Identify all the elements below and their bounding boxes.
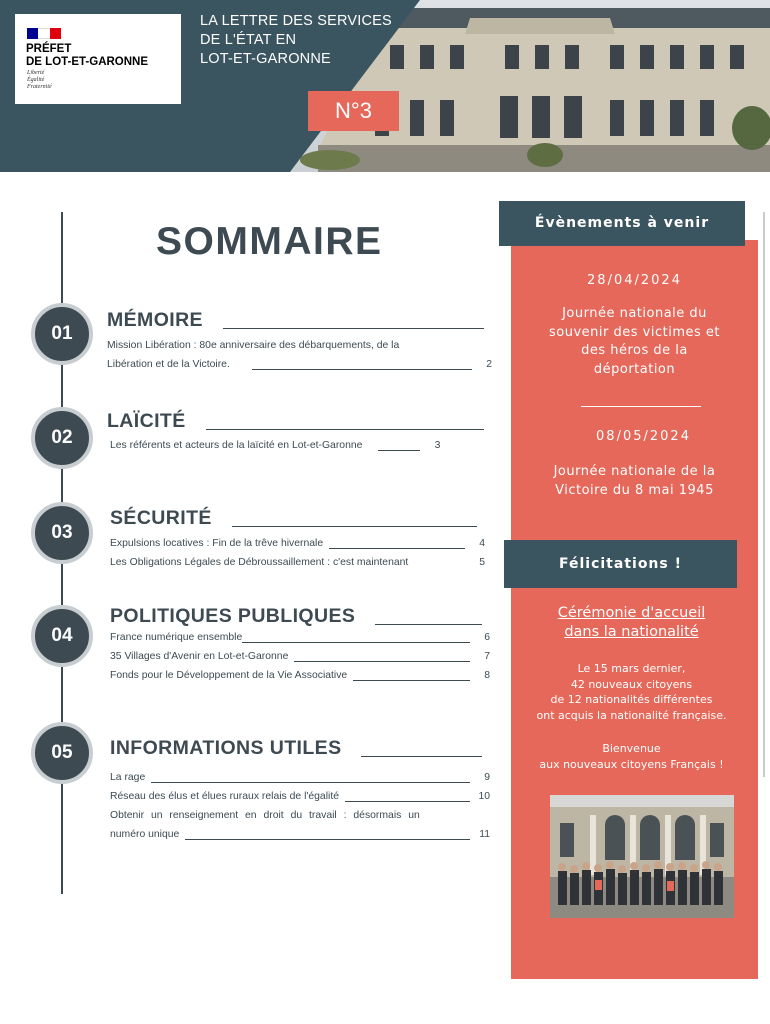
- newsletter-title-line1: LA LETTRE DES SERVICES: [200, 13, 392, 29]
- section-number-01: 01: [31, 303, 93, 365]
- toc-entry-text: numéro unique: [110, 829, 180, 840]
- ceremony-link[interactable]: [508, 604, 755, 642]
- toc-entry-text: Mission Libération : 80e anniversaire des débarquements, de la: [107, 340, 400, 351]
- heading-rule: [206, 429, 484, 430]
- toc-entry[interactable]: [107, 355, 492, 374]
- event-date: 28/04/2024: [587, 273, 682, 288]
- dot-leader: [294, 661, 470, 662]
- toc-page-number: 7: [484, 651, 490, 662]
- welcome-line: aux nouveaux citoyens Français !: [539, 757, 724, 771]
- toc-entry-text: Expulsions locatives : Fin de la trêve hivernale: [110, 538, 324, 549]
- felicitations-banner: Félicitations !: [504, 540, 737, 588]
- toc-page-number: 6: [484, 632, 490, 643]
- heading-rule: [361, 756, 482, 757]
- newsletter-title: [200, 12, 410, 69]
- prefet-name-line2: DE LOT-ET-GARONNE: [26, 56, 149, 68]
- section-heading: [107, 309, 492, 332]
- section-heading: [110, 737, 490, 760]
- ceremony-link-line: dans la nationalité: [564, 624, 699, 640]
- ceremony-link-line: Cérémonie d'accueil: [557, 605, 706, 621]
- motto-fraternite: Fraternité: [27, 84, 52, 90]
- ceremony-description: [508, 661, 755, 723]
- toc-entry-text: Fonds pour le Développement de la Vie Associative: [110, 670, 348, 681]
- event-title-line: déportation: [593, 361, 676, 377]
- prefet-name: [26, 43, 148, 69]
- dot-leader: [151, 782, 470, 783]
- toc-entry-text: Obtenir un renseignement en droit du travail : désormais un: [110, 810, 420, 821]
- prefet-logo: [15, 14, 181, 104]
- republic-motto: [27, 70, 52, 91]
- dot-leader: [252, 369, 472, 370]
- toc-entry[interactable]: [110, 534, 485, 553]
- newsletter-title-line3: LOT-ET-GARONNE: [200, 51, 331, 67]
- heading-rule: [232, 526, 477, 527]
- toc-entry[interactable]: [110, 806, 490, 825]
- dot-leader: [185, 839, 470, 840]
- section-politiques-publiques[interactable]: [110, 605, 490, 685]
- dot-leader: [378, 450, 420, 451]
- toc-entry-text: Libération et de la Victoire.: [107, 359, 230, 370]
- issue-number: N°3: [308, 91, 399, 131]
- toc-page-number: 4: [479, 538, 485, 549]
- newsletter-title-line2: DE L'ÉTAT EN: [200, 32, 297, 48]
- events-banner: Évènements à venir: [499, 201, 745, 246]
- section-number-02: 02: [31, 407, 93, 469]
- column-divider: [763, 212, 765, 777]
- dot-leader: [242, 642, 470, 643]
- header: [0, 0, 770, 172]
- welcome-line: Bienvenue: [602, 742, 661, 755]
- description-line: 42 nouveaux citoyens: [570, 677, 693, 691]
- toc-entry-text: France numérique ensemble: [110, 632, 243, 643]
- event-title: [511, 305, 758, 379]
- section-heading: [110, 507, 485, 530]
- section-memoire[interactable]: [107, 309, 492, 374]
- section-heading: [110, 605, 490, 628]
- toc-page-number: 11: [479, 829, 490, 840]
- event-date: 08/05/2024: [596, 429, 691, 444]
- description-line: de 12 nationalités différentes: [550, 693, 713, 706]
- toc-entry-text: Les Obligations Légales de Débroussaillement : c'est maintenant: [110, 557, 409, 568]
- toc-entry-text: Réseau des élus et élues ruraux relais de l'égalité: [110, 791, 339, 802]
- ceremony-group-photo: [550, 795, 734, 918]
- description-line: ont acquis la nationalité française.: [536, 708, 727, 722]
- event-title-line: souvenir des victimes et: [549, 324, 720, 340]
- description-line: Le 15 mars dernier,: [577, 662, 686, 675]
- toc-entry[interactable]: [110, 787, 490, 806]
- sommaire-title: SOMMAIRE: [156, 220, 383, 263]
- toc-entry[interactable]: [107, 436, 492, 455]
- toc-entry-text: Les référents et acteurs de la laïcité en Lot-et-Garonne: [110, 440, 363, 451]
- french-flag-icon: [27, 28, 61, 39]
- toc-entry[interactable]: [110, 553, 485, 572]
- event-title-line: Journée nationale de la: [553, 464, 716, 479]
- section-informations-utiles[interactable]: [110, 737, 490, 844]
- event-title-line: Journée nationale du: [562, 306, 707, 321]
- section-heading-text: INFORMATIONS UTILES: [110, 737, 342, 759]
- section-number-03: 03: [31, 502, 93, 564]
- toc-entry[interactable]: [107, 336, 492, 355]
- welcome-message: [508, 741, 755, 772]
- section-heading-text: POLITIQUES PUBLIQUES: [110, 605, 356, 627]
- toc-page-number: 10: [478, 791, 490, 802]
- event-title: [511, 463, 758, 500]
- section-number-04: 04: [31, 605, 93, 667]
- dot-leader: [353, 680, 470, 681]
- toc-page-number: 5: [479, 557, 485, 568]
- section-heading-text: SÉCURITÉ: [110, 507, 212, 529]
- section-securite[interactable]: [110, 507, 485, 572]
- toc-entry-text: La rage: [110, 772, 146, 783]
- toc-entry[interactable]: [110, 628, 490, 647]
- dot-leader: [345, 801, 470, 802]
- toc-page-number: 2: [486, 359, 492, 370]
- section-number-05: 05: [31, 722, 93, 784]
- heading-rule: [223, 328, 484, 329]
- section-heading-text: LAÏCITÉ: [107, 410, 186, 432]
- event-title-line: Victoire du 8 mai 1945: [555, 482, 714, 498]
- section-heading: [107, 410, 492, 433]
- toc-page-number: 8: [484, 670, 490, 681]
- motto-egalite: Égalité: [27, 77, 45, 83]
- toc-entry[interactable]: [110, 825, 490, 844]
- dot-leader: [329, 548, 465, 549]
- toc-page-number: 3: [434, 440, 441, 451]
- event-title-line: des héros de la: [581, 343, 688, 358]
- toc-entry[interactable]: [110, 666, 490, 685]
- prefet-name-line1: PRÉFET: [26, 43, 72, 55]
- motto-liberte: Liberté: [27, 70, 45, 76]
- event-separator: [581, 406, 701, 407]
- section-laicite[interactable]: [107, 410, 492, 455]
- toc-page-number: 9: [484, 772, 490, 783]
- heading-rule: [375, 624, 482, 625]
- toc-entry[interactable]: [110, 647, 490, 666]
- toc-entry[interactable]: [110, 768, 490, 787]
- toc-entry-text: 35 Villages d'Avenir en Lot-et-Garonne: [110, 651, 289, 662]
- section-heading-text: MÉMOIRE: [107, 309, 203, 331]
